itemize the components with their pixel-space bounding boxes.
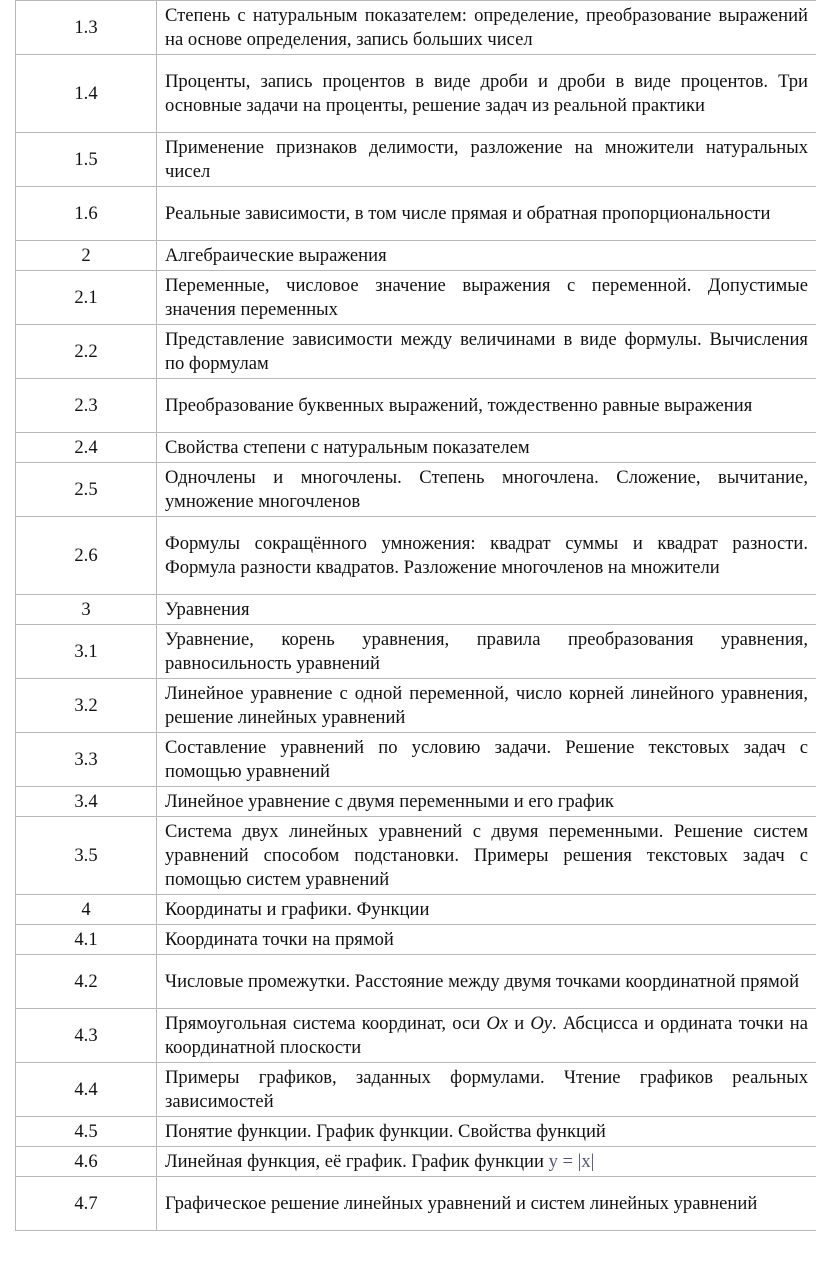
row-text: Свойства степени с натуральным показателем bbox=[157, 433, 816, 463]
row-text: Реальные зависимости, в том числе прямая и обратная пропорциональности bbox=[157, 187, 816, 241]
table-row bbox=[16, 1177, 816, 1231]
table-row bbox=[16, 1117, 816, 1147]
row-text: Составление уравнений по условию задачи. Решение текстовых задач с помощью уравнений bbox=[157, 733, 816, 787]
row-number: 3.1 bbox=[16, 625, 157, 679]
table-row bbox=[16, 463, 816, 517]
row-text: Представление зависимости между величинами в виде формулы. Вычисления по формулам bbox=[157, 325, 816, 379]
row-number: 2.3 bbox=[16, 379, 157, 433]
table-row bbox=[16, 271, 816, 325]
row-number: 1.5 bbox=[16, 133, 157, 187]
row-text-part: и bbox=[508, 1012, 531, 1034]
row-text-part: Линейная функция, её график. График функции bbox=[165, 1150, 549, 1172]
row-text: Система двух линейных уравнений с двумя переменными. Решение систем уравнений способом подстановки. Примеры решения текстовых задач с помощью систем уравнений bbox=[157, 817, 816, 895]
row-text: Линейное уравнение с двумя переменными и его график bbox=[157, 787, 816, 817]
row-text: Координата точки на прямой bbox=[157, 925, 816, 955]
table-row bbox=[16, 1063, 816, 1117]
row-number: 3.2 bbox=[16, 679, 157, 733]
row-text: Формулы сокращённого умножения: квадрат суммы и квадрат разности. Формула разности квадратов. Разложение многочленов на множители bbox=[157, 517, 816, 595]
row-text: Применение признаков делимости, разложение на множители натуральных чисел bbox=[157, 133, 816, 187]
table-row bbox=[16, 433, 816, 463]
table-row bbox=[16, 187, 816, 241]
section-number: 4 bbox=[16, 895, 157, 925]
row-number: 2.5 bbox=[16, 463, 157, 517]
table-row bbox=[16, 955, 816, 1009]
row-number: 2.1 bbox=[16, 271, 157, 325]
row-text-part: Прямоугольная система координат, оси bbox=[165, 1012, 487, 1034]
table-row bbox=[16, 733, 816, 787]
section-title: Уравнения bbox=[157, 595, 816, 625]
table-row bbox=[16, 595, 816, 625]
row-number: 4.4 bbox=[16, 1063, 157, 1117]
section-number: 3 bbox=[16, 595, 157, 625]
table-row bbox=[16, 517, 816, 595]
table-row bbox=[16, 625, 816, 679]
row-number: 3.3 bbox=[16, 733, 157, 787]
table-row bbox=[16, 1, 816, 55]
row-number: 1.3 bbox=[16, 1, 157, 55]
row-number: 4.2 bbox=[16, 955, 157, 1009]
axis-oy-label: Oy bbox=[530, 1012, 553, 1034]
table-row bbox=[16, 379, 816, 433]
curriculum-table bbox=[15, 0, 816, 1231]
table-row bbox=[16, 325, 816, 379]
table-row bbox=[16, 1009, 816, 1063]
table-row bbox=[16, 679, 816, 733]
row-text: Графическое решение линейных уравнений и систем линейных уравнений bbox=[157, 1177, 816, 1231]
row-text bbox=[157, 1009, 816, 1063]
row-text: Понятие функции. График функции. Свойства функций bbox=[157, 1117, 816, 1147]
table-row bbox=[16, 241, 816, 271]
table-row bbox=[16, 1147, 816, 1177]
row-text bbox=[157, 1147, 816, 1177]
row-number: 4.6 bbox=[16, 1147, 157, 1177]
section-title: Алгебраические выражения bbox=[157, 241, 816, 271]
row-number: 2.4 bbox=[16, 433, 157, 463]
row-number: 3.4 bbox=[16, 787, 157, 817]
row-number: 2.2 bbox=[16, 325, 157, 379]
table-row bbox=[16, 133, 816, 187]
row-text: Преобразование буквенных выражений, тождественно равные выражения bbox=[157, 379, 816, 433]
row-text-part: . Абсцисса и ордината точки на координатной плоскости bbox=[165, 1012, 808, 1058]
axis-ox-label: Ox bbox=[486, 1012, 509, 1034]
row-text: Одночлены и многочлены. Степень многочлена. Сложение, вычитание, умножение многочленов bbox=[157, 463, 816, 517]
row-number: 3.5 bbox=[16, 817, 157, 895]
row-text: Степень с натуральным показателем: определение, преобразование выражений на основе определения, запись больших чисел bbox=[157, 1, 816, 55]
row-number: 4.5 bbox=[16, 1117, 157, 1147]
table-row bbox=[16, 895, 816, 925]
row-text: Уравнение, корень уравнения, правила преобразования уравнения, равносильность уравнений bbox=[157, 625, 816, 679]
row-number: 4.3 bbox=[16, 1009, 157, 1063]
row-text: Числовые промежутки. Расстояние между двумя точками координатной прямой bbox=[157, 955, 816, 1009]
row-number: 4.1 bbox=[16, 925, 157, 955]
section-number: 2 bbox=[16, 241, 157, 271]
table-row bbox=[16, 787, 816, 817]
table-row bbox=[16, 925, 816, 955]
formula-abs-x: y = |x| bbox=[548, 1150, 595, 1172]
table-row bbox=[16, 817, 816, 895]
row-text: Переменные, числовое значение выражения с переменной. Допустимые значения переменных bbox=[157, 271, 816, 325]
row-text: Проценты, запись процентов в виде дроби и дроби в виде процентов. Три основные задачи на проценты, решение задач из реальной практики bbox=[157, 55, 816, 133]
row-text: Линейное уравнение с одной переменной, число корней линейного уравнения, решение линейных уравнений bbox=[157, 679, 816, 733]
table-row bbox=[16, 55, 816, 133]
row-number: 1.6 bbox=[16, 187, 157, 241]
section-title: Координаты и графики. Функции bbox=[157, 895, 816, 925]
row-text: Примеры графиков, заданных формулами. Чтение графиков реальных зависимостей bbox=[157, 1063, 816, 1117]
row-number: 2.6 bbox=[16, 517, 157, 595]
row-number: 4.7 bbox=[16, 1177, 157, 1231]
row-number: 1.4 bbox=[16, 55, 157, 133]
